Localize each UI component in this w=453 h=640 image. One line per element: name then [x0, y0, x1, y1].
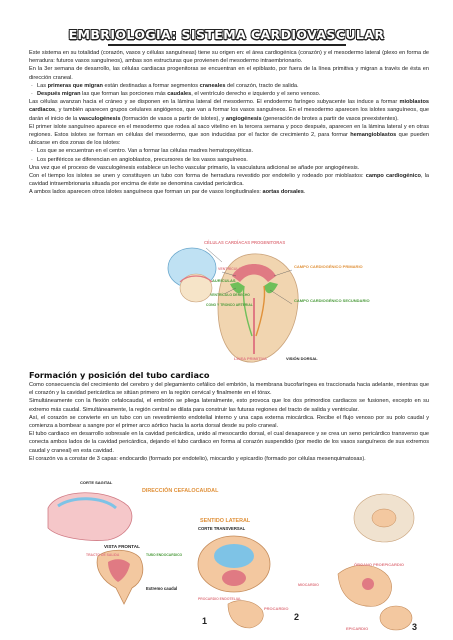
- label-progenitoras: CÉLULAS CARDÍACAS PROGENITORAS: [204, 240, 286, 245]
- paragraph: El corazón va a constar de 3 capas: endocardio (formado por endotelio), miocardio y epicardio (formado por células mesenquimatosas).: [29, 455, 366, 462]
- paragraph: Simultáneamente con la flexión cefalocaudal, el embrión se pliega lateralmente, esto provoca que los dos primordios cardiacos se fusionen, excepto en su extremo más caudal. Simultáneamente, la región central se dilata para construir las futuras regiones del tracto de salida y ventricular.: [29, 398, 429, 413]
- page-title: EMBRIOLOGIA: SISTEMA CARDIOVASCULAR: [68, 27, 385, 42]
- label-auriculas: AURÍCULAS: [212, 278, 236, 283]
- label-campo2: CAMPO CARDIOGÉNICO SECUNDARIO: [294, 298, 370, 303]
- label-tubo: TUBO ENDOCARDICO: [146, 553, 183, 557]
- label-direccion: DIRECCIÓN CEFALOCAUDAL: [142, 488, 219, 494]
- label-linea: LÍNEA PRIMITIVA: [234, 356, 267, 361]
- label-organo: ÓRGANO PROEPICARDIO: [354, 562, 405, 567]
- label-campo1: CAMPO CARDIOGÉNICO PRIMARIO: [294, 264, 363, 269]
- label-ventriculo: VENTRÍCULO IZQUIERDO: [218, 267, 263, 271]
- label-tracto: TRACTO DE SALIDA: [86, 553, 120, 557]
- paragraph: Una vez que el proceso de vasculogénesis establece un lecho vascular primario, la vasculatura adicional se añade por angiogénesis.: [29, 164, 360, 171]
- paragraph: El primer islote sanguíneo aparece en el mesodermo que rodea al saco vitelino en la tercera semana y poco después, aparecen en la lámina lateral y en otras regiones. Estos islotes se forman en células del mesodermo, que son inducidas por el factor de crecimiento 2, para formar hemangioblastos que pueden ubicarse en dos zonas de los islotes:: [29, 123, 430, 147]
- section1-text: [29, 49, 429, 197]
- bullet-item: · Los que se encuentran en el centro. Van a formar las células madres hematopoyéticas.: [29, 147, 429, 155]
- bullet-item: · Después migran las que forman las porciones más caudales, el ventrículo derecho e izquierdo y el seno venoso.: [29, 90, 429, 98]
- section2-text: [29, 381, 429, 463]
- label-ventriculo-der: VENTRÍCULO DERECHO: [210, 293, 250, 297]
- cardiogenic-field-figure: [160, 238, 370, 366]
- paragraph: Las células avanzan hacia el cráneo y se disponen en la lámina lateral del mesodermo. El endodermo faríngeo subyacente las induce a formar mioblastos cardiacos, y también aparecen grupos celulares angiógenos, que van a formar los vasos sanguíneos. En el mesodermo aparecen los islotes sanguíneos, que darán el inicio de la vasculogénesis (formación de vasos a partir de islotes), y angiogénesis (generación de brotes a partir de vasos preexistentes).: [29, 99, 429, 122]
- label-endotelial: PROCARDIO ENDOTELIAL: [198, 597, 242, 601]
- label-num-1: 1: [202, 616, 208, 626]
- paragraph: Este sistema en su totalidad (corazón, vasos y células sanguíneas) tiene su origen en: el área cardiogénica (corazón) y el mesodermo lateral (plexo en forma de herradura: futuros vasos sanguíneos), ambas son estructuras que provienen del mesodermo intraembrionario.: [29, 50, 429, 65]
- label-sentido: SENTIDO LATERAL: [200, 518, 251, 524]
- label-num-3: 3: [412, 622, 418, 632]
- paragraph: A ambos lados aparecen otros islotes sanguíneos que forman un par de vasos longitudinales: aortas dorsales.: [29, 189, 306, 196]
- label-corte-transversal: CORTE TRANSVERSAL: [198, 526, 246, 531]
- label-procardio: PROCARDIO: [264, 606, 289, 611]
- bullet-item: · Las primeras que migran están destinadas a formar segmentos craneales del corazón, tracto de salida.: [29, 82, 429, 90]
- label-cono: CONO Y TRONCO ARTERIAL: [206, 303, 253, 307]
- label-epicardio: EPICARDIO: [346, 626, 369, 631]
- heart-tube-figure: [28, 478, 428, 636]
- label-extremo: Extremo caudal: [146, 586, 178, 591]
- paragraph: Con el tiempo los islotes se unen y constituyen un tubo con forma de herradura revestido por endotelio y rodeado por mioblastos: campo cardiogénico, la cavidad intraembrionaria situada por encima de éste se denomina cavidad pericárdica.: [29, 173, 430, 188]
- paragraph: El tubo cardiaco en desarrollo sobresale en la cavidad pericárdica, unido al mesocardio dorsal, el cual desaparece y se crea un seno pericárdico transverso que conecta ambos lados de la cavidad pericárdica, dejando el tubo cardiaco en forma al corazón suspendido (por medio de los vasos sanguíneos de sus extremos caudal y craneal) en esta cavidad.: [29, 431, 429, 454]
- paragraph: En la 3er semana de desarrollo, las células cardiacas progenitoras se encuentran en el epiblasto, por fuera de la línea primitiva y migran a través de ésta en dirección craneal.: [29, 66, 429, 81]
- label-corte-sagital: CORTE SAGITAL: [80, 480, 113, 485]
- title-underline: [108, 44, 346, 46]
- label-miocardio: MIOCARDIO: [298, 583, 319, 587]
- paragraph: Así, el corazón se convierte en un tubo con un revestimiento endotelial interno y una capa externa miocárdica. Recibe el flujo venoso por su polo caudal y comienza a bombear a sangre por el primer arco aórtico hacia la aorta dorsal desde su polo craneal.: [29, 414, 429, 430]
- label-vista-frontal: VISTA FRONTAL: [104, 544, 140, 549]
- bullet-item: · Los periféricos se diferencian en angioblastos, precursores de los vasos sanguíneos.: [29, 156, 429, 164]
- label-num-2: 2: [294, 612, 300, 622]
- section-heading: Formación y posición del tubo cardiaco: [29, 370, 210, 380]
- label-vision: VISIÓN DORSAL: [286, 356, 318, 361]
- paragraph: Como consecuencia del crecimiento del cerebro y del plegamiento cefálico del embrión, la membrana bucofaríngea es traccionada hacia adelante, mientras que el corazón y la cavidad pericárdica se sitúan primero en la región cervical y finalmente en el tórax.: [29, 382, 429, 397]
